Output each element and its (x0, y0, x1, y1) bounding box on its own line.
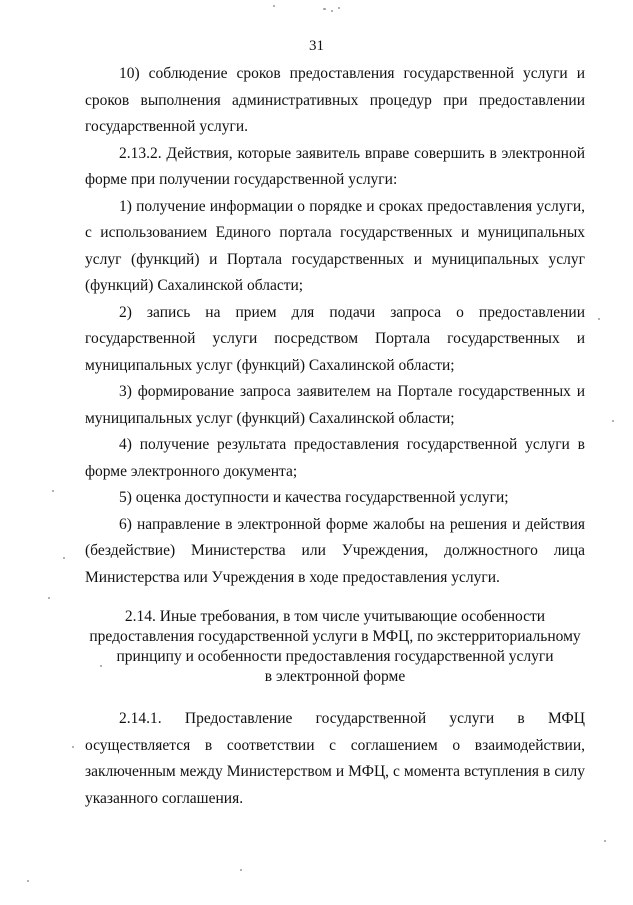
paragraph-item-1: 1) получение информации о порядке и сроках предоставления услуги, с использованием Единого портала государственных и муниципальных услуг (функций) и Портала государственных и муниципальных услуг (функций) Сахалинской области; (85, 197, 585, 294)
scan-speck (598, 318, 600, 320)
paragraph-item-5: 5) оценка доступности и качества государственной услуги; (119, 489, 509, 506)
scan-speck (100, 665, 102, 667)
paragraph-item-4: 4) получение результата предоставления государственной услуги в форме электронного документа; (85, 436, 585, 480)
scan-speck (72, 746, 74, 748)
body-text-lower (85, 706, 585, 812)
paragraph-2-13-2: 2.13.2. Действия, которые заявитель вправе совершить в электронной форме при получении государственной услуги: (85, 144, 585, 188)
scan-speck (273, 5, 275, 7)
scan-speck (48, 597, 50, 599)
section-heading-line: предоставления государственной услуги в МФЦ, по экстерриториальному (89, 628, 581, 645)
section-heading-line: 2.14. Иные требования, в том числе учитывающие особенности (124, 608, 546, 625)
scan-speck (52, 490, 54, 492)
paragraph-item-2: 2) запись на прием для подачи запроса о предоставлении государственной услуги посредством Портала государственных и муниципальных услуг (функций) Сахалинской области; (85, 303, 585, 374)
body-text-upper (85, 61, 585, 591)
scan-speck (27, 880, 29, 882)
scan-speck (331, 10, 333, 12)
paragraph-item-6: 6) направление в электронной форме жалобы на решения и действия (бездействие) Министерства или Учреждения, должностного лица Министерства или Учреждения в ходе предоставления услуги. (85, 515, 585, 586)
section-heading-2-14 (85, 607, 585, 687)
paragraph-item-10: 10) соблюдение сроков предоставления государственной услуги и сроков выполнения административных процедур при предоставлении государственной услуги. (85, 65, 585, 135)
scan-speck (612, 420, 614, 422)
page-number: 31 (309, 38, 324, 54)
scan-speck (338, 7, 340, 9)
scan-speck (63, 557, 65, 559)
section-heading-line: в электронной форме (264, 668, 406, 685)
paragraph-item-3: 3) формирование запроса заявителем на Портале государственных и муниципальных услуг (функций) Сахалинской области; (85, 383, 585, 427)
section-heading-line: принципу и особенности предоставления государственной услуги (116, 648, 554, 665)
paragraph-2-14-1: 2.14.1. Предоставление государственной услуги в МФЦ осуществляется в соответствии с соглашением о взаимодействии, заключенным между Министерством и МФЦ, с момента вступления в силу указанного соглашения. (85, 710, 585, 807)
scan-speck (323, 8, 326, 10)
scan-speck (240, 869, 242, 871)
scan-speck (604, 840, 606, 842)
